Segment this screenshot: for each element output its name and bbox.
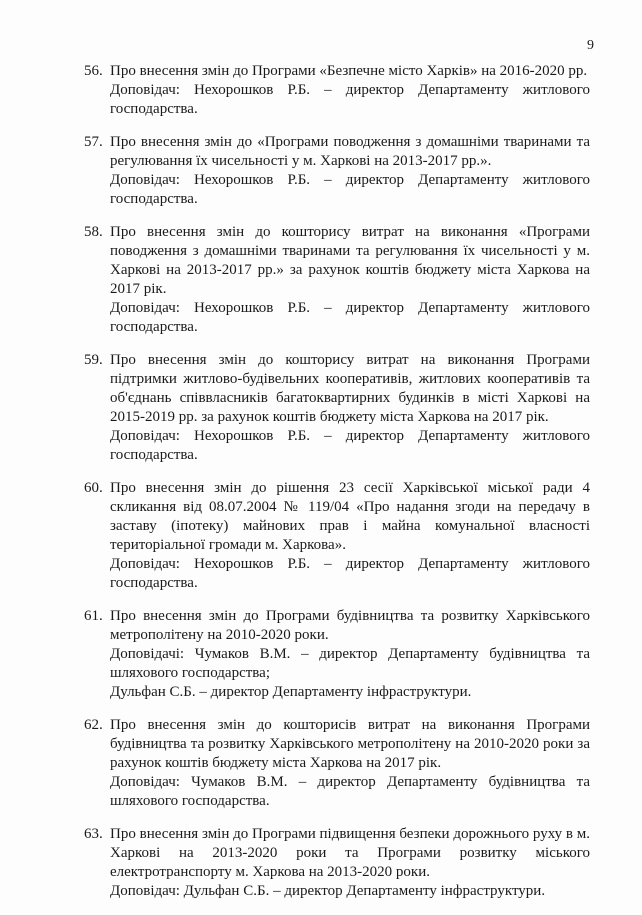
agenda-item-title: Про внесення змін до рішення 23 сесії Харківської міської ради 4 скликання від 08.07.2004 № 119/04 «Про надання згоди на передачу в заставу (іпотеку) майнових прав і майна комунальної власності територіальної громади м. Харкова».: [110, 480, 590, 553]
agenda-item-number: 57.: [84, 134, 103, 150]
agenda-item-number: 56.: [84, 63, 103, 79]
agenda-item-title: Про внесення змін до кошторису витрат на виконання «Програми поводження з домашніми тваринами та регулювання їх чисельності у м. Харкові на 2013-2017 рр.» за рахунок коштів бюджету міста Харкова на 2017 рік.: [110, 224, 590, 297]
agenda-item-number: 61.: [84, 608, 103, 624]
agenda-item-number: 62.: [84, 717, 103, 733]
agenda-item-number: 63.: [84, 826, 103, 842]
agenda-item: [80, 223, 590, 337]
agenda-item-number: 60.: [84, 480, 103, 496]
agenda-item-title: Про внесення змін до Програми будівництва та розвитку Харківського метрополітену на 2010-2020 роки.: [110, 608, 590, 643]
agenda-item-reporter: Доповідач: Нехорошков Р.Б. – директор Департаменту житлового господарства.: [110, 428, 590, 463]
agenda-item-reporter: Дульфан С.Б. – директор Департаменту інфраструктури.: [110, 684, 472, 700]
agenda-item-reporter: Доповідач: Нехорошков Р.Б. – директор Департаменту житлового господарства.: [110, 300, 590, 335]
agenda-item: [80, 716, 590, 811]
agenda-item: [80, 479, 590, 593]
agenda-item-number: 58.: [84, 224, 103, 240]
agenda-item-title: Про внесення змін до «Програми поводження з домашніми тваринами та регулювання їх чисельності у м. Харкові на 2013-2017 рр.».: [110, 134, 590, 169]
agenda-item-title: Про внесення змін до кошторисів витрат на виконання Програми будівництва та розвитку Харківського метрополітену на 2010-2020 роки за рахунок коштів бюджету міста Харкова на 2017 рік.: [110, 717, 590, 771]
agenda-item-number: 59.: [84, 352, 103, 368]
agenda-item-reporter: Доповідачі: Чумаков В.М. – директор Департаменту будівництва та шляхового господарства;: [110, 646, 590, 681]
agenda-item-reporter: Доповідач: Нехорошков Р.Б. – директор Департаменту житлового господарства.: [110, 172, 590, 207]
agenda-item: [80, 825, 590, 901]
agenda-item: [80, 607, 590, 702]
agenda-item: [80, 62, 590, 119]
agenda-item: [80, 351, 590, 465]
page-number: 9: [587, 38, 594, 53]
agenda-item-reporter: Доповідач: Нехорошков Р.Б. – директор Департаменту житлового господарства.: [110, 82, 590, 117]
agenda-item-reporter: Доповідач: Дульфан С.Б. – директор Департаменту інфраструктури.: [110, 883, 546, 899]
agenda-item-reporter: Доповідач: Чумаков В.М. – директор Департаменту будівництва та шляхового господарства.: [110, 774, 590, 809]
agenda-item: [80, 133, 590, 209]
agenda-list: [80, 62, 590, 915]
agenda-item-title: Про внесення змін до кошторису витрат на виконання Програми підтримки житлово-будівельних кооперативів, житлових кооперативів та об'єднань співвласників багатоквартирних будинків в місті Харкові на 2015-2019 рр. за рахунок коштів бюджету міста Харкова на 2017 рік.: [110, 352, 590, 425]
agenda-item-reporter: Доповідач: Нехорошков Р.Б. – директор Департаменту житлового господарства.: [110, 556, 590, 591]
agenda-item-title: Про внесення змін до Програми «Безпечне місто Харків» на 2016-2020 рр.: [110, 63, 588, 79]
agenda-item-title: Про внесення змін до Програми підвищення безпеки дорожнього руху в м. Харкові на 2013-2020 роки та Програми розвитку міського електротранспорту м. Харкова на 2013-2020 роки.: [110, 826, 590, 880]
